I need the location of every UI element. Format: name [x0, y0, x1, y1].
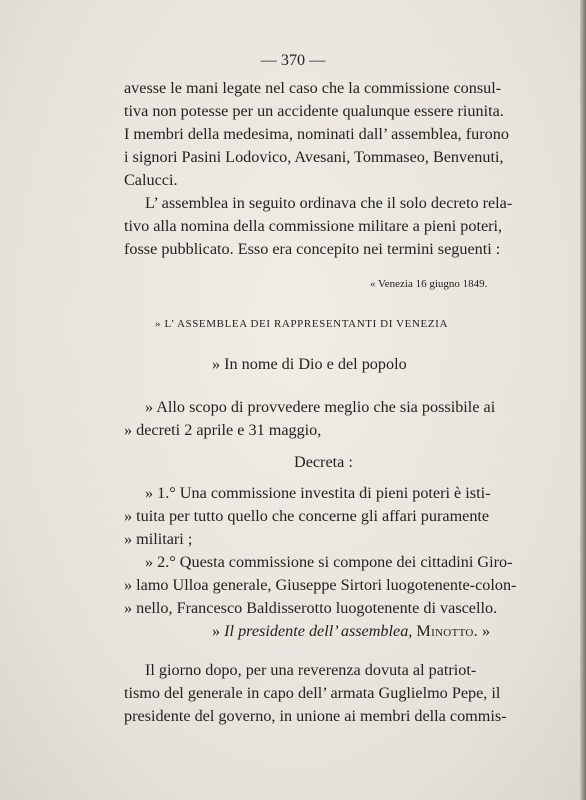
page-number: — 370 —	[260, 51, 326, 69]
signature-title: Il presidente dell’ assemblea,	[224, 622, 413, 640]
decree-line: » 2.° Questa commissione si compone dei cittadini Giro-	[145, 553, 513, 571]
invocation: » In nome di Dio e del popolo	[212, 355, 407, 373]
decree-line: » tuita per tutto quello che concerne gli affari puramente	[124, 507, 490, 525]
paragraph-line: Il giorno dopo, per una reverenza dovuta al patriot-	[145, 661, 477, 679]
signature-prefix: »	[212, 622, 225, 640]
paragraph-line: tiva non potesse per un accidente qualunque essere riunita.	[124, 102, 504, 120]
decree-line: » nello, Francesco Baldisserotto luogotenente di vascello.	[124, 599, 498, 617]
decree-line: » 1.° Una commissione investita di pieni poteri è isti-	[145, 484, 491, 502]
assembly-heading: » L’ ASSEMBLEA DEI RAPPRESENTANTI DI VENEZIA	[155, 318, 448, 330]
paragraph-line: I membri della medesima, nominati dall’ assemblea, furono	[124, 125, 509, 143]
paragraph-line: fosse pubblicato. Esso era concepito nei termini seguenti :	[124, 240, 501, 258]
signature-name: Minotto.	[416, 622, 478, 640]
paragraph-line: Calucci.	[124, 171, 178, 189]
paragraph-line: avesse le mani legate nel caso che la commissione consul-	[124, 79, 502, 97]
decree-line: » Allo scopo di provvedere meglio che sia possibile ai	[145, 398, 496, 416]
paragraph-line: i signori Pasini Lodovico, Avesani, Tommaseo, Benvenuti,	[124, 148, 504, 166]
dateline: « Venezia 16 giugno 1849.	[370, 278, 488, 290]
paragraph-line: L’ assemblea in seguito ordinava che il solo decreto rela-	[145, 194, 513, 212]
paragraph-line: tismo del generale in capo dell’ armata Guglielmo Pepe, il	[124, 684, 501, 702]
decree-line: » militari ;	[124, 530, 193, 548]
signature-line	[212, 621, 490, 641]
decree-line: » decreti 2 aprile e 31 maggio,	[124, 421, 322, 439]
signature-suffix: »	[477, 622, 491, 640]
decreta-heading: Decreta :	[294, 453, 353, 471]
paragraph-line: tivo alla nomina della commissione militare a pieni poteri,	[124, 217, 503, 235]
page-edge-shadow	[580, 0, 586, 800]
paragraph-line: presidente del governo, in unione ai membri della commis-	[124, 707, 507, 725]
decree-line: » lamo Ulloa generale, Giuseppe Sirtori luogotenente-colon-	[124, 576, 517, 594]
